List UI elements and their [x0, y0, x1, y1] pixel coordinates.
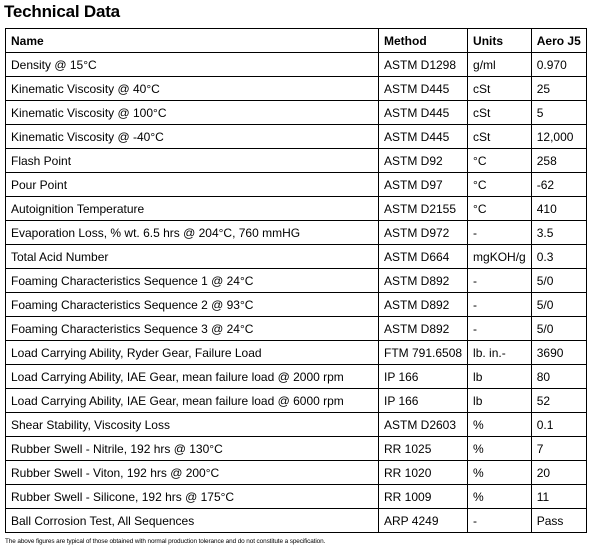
- cell-method: ASTM D445: [379, 125, 468, 149]
- cell-name: Load Carrying Ability, IAE Gear, mean failure load @ 2000 rpm: [6, 365, 379, 389]
- cell-name: Autoignition Temperature: [6, 197, 379, 221]
- cell-name: Rubber Swell - Silicone, 192 hrs @ 175°C: [6, 485, 379, 509]
- cell-units: lb: [468, 365, 532, 389]
- cell-method: ARP 4249: [379, 509, 468, 533]
- cell-value: 3690: [531, 341, 586, 365]
- table-row: [6, 293, 587, 317]
- cell-value: 5/0: [531, 269, 586, 293]
- table-row: [6, 101, 587, 125]
- table-row: [6, 53, 587, 77]
- cell-units: -: [468, 221, 532, 245]
- table-row: [6, 365, 587, 389]
- cell-value: 80: [531, 365, 586, 389]
- table-row: [6, 437, 587, 461]
- table-body: [6, 53, 587, 533]
- cell-value: 0.970: [531, 53, 586, 77]
- cell-value: -62: [531, 173, 586, 197]
- cell-method: ASTM D445: [379, 77, 468, 101]
- header-units: Units: [468, 29, 532, 53]
- cell-units: cSt: [468, 125, 532, 149]
- cell-value: 0.3: [531, 245, 586, 269]
- header-name: Name: [6, 29, 379, 53]
- header-value: Aero J5: [531, 29, 586, 53]
- cell-units: %: [468, 413, 532, 437]
- cell-value: 258: [531, 149, 586, 173]
- cell-method: FTM 791.6508: [379, 341, 468, 365]
- technical-data-table: [5, 28, 587, 533]
- table-row: [6, 149, 587, 173]
- table-row: [6, 221, 587, 245]
- cell-name: Kinematic Viscosity @ -40°C: [6, 125, 379, 149]
- cell-name: Kinematic Viscosity @ 100°C: [6, 101, 379, 125]
- cell-units: cSt: [468, 101, 532, 125]
- table-row: [6, 245, 587, 269]
- table-row: [6, 413, 587, 437]
- cell-name: Rubber Swell - Nitrile, 192 hrs @ 130°C: [6, 437, 379, 461]
- table-row: [6, 197, 587, 221]
- cell-units: °C: [468, 149, 532, 173]
- table-row: [6, 77, 587, 101]
- cell-units: mgKOH/g: [468, 245, 532, 269]
- cell-name: Foaming Characteristics Sequence 3 @ 24°C: [6, 317, 379, 341]
- cell-units: %: [468, 437, 532, 461]
- cell-value: 7: [531, 437, 586, 461]
- cell-units: °C: [468, 197, 532, 221]
- table-row: [6, 485, 587, 509]
- table-row: [6, 173, 587, 197]
- cell-value: 52: [531, 389, 586, 413]
- cell-name: Load Carrying Ability, IAE Gear, mean failure load @ 6000 rpm: [6, 389, 379, 413]
- table-row: [6, 389, 587, 413]
- cell-name: Shear Stability, Viscosity Loss: [6, 413, 379, 437]
- cell-value: 0.1: [531, 413, 586, 437]
- cell-units: -: [468, 269, 532, 293]
- cell-value: 20: [531, 461, 586, 485]
- cell-units: %: [468, 485, 532, 509]
- cell-units: -: [468, 317, 532, 341]
- cell-method: IP 166: [379, 389, 468, 413]
- cell-value: 410: [531, 197, 586, 221]
- cell-name: Rubber Swell - Viton, 192 hrs @ 200°C: [6, 461, 379, 485]
- cell-name: Load Carrying Ability, Ryder Gear, Failure Load: [6, 341, 379, 365]
- cell-name: Foaming Characteristics Sequence 1 @ 24°C: [6, 269, 379, 293]
- cell-method: ASTM D1298: [379, 53, 468, 77]
- cell-name: Pour Point: [6, 173, 379, 197]
- table-row: [6, 125, 587, 149]
- table-row: [6, 509, 587, 533]
- cell-method: ASTM D892: [379, 293, 468, 317]
- cell-name: Flash Point: [6, 149, 379, 173]
- cell-units: °C: [468, 173, 532, 197]
- table-row: [6, 317, 587, 341]
- cell-name: Kinematic Viscosity @ 40°C: [6, 77, 379, 101]
- cell-method: RR 1020: [379, 461, 468, 485]
- cell-value: 25: [531, 77, 586, 101]
- cell-method: ASTM D97: [379, 173, 468, 197]
- cell-value: 3.5: [531, 221, 586, 245]
- cell-name: Ball Corrosion Test, All Sequences: [6, 509, 379, 533]
- cell-method: ASTM D892: [379, 317, 468, 341]
- footnote: The above figures are typical of those obtained with normal production tolerance and do not constitute a specification.: [5, 538, 326, 545]
- cell-value: 5/0: [531, 317, 586, 341]
- cell-method: ASTM D2603: [379, 413, 468, 437]
- cell-units: -: [468, 509, 532, 533]
- cell-method: ASTM D972: [379, 221, 468, 245]
- cell-name: Foaming Characteristics Sequence 2 @ 93°C: [6, 293, 379, 317]
- cell-value: Pass: [531, 509, 586, 533]
- cell-method: ASTM D892: [379, 269, 468, 293]
- cell-method: RR 1009: [379, 485, 468, 509]
- cell-value: 5/0: [531, 293, 586, 317]
- cell-method: IP 166: [379, 365, 468, 389]
- header-method: Method: [379, 29, 468, 53]
- cell-name: Total Acid Number: [6, 245, 379, 269]
- cell-value: 11: [531, 485, 586, 509]
- cell-units: cSt: [468, 77, 532, 101]
- cell-units: g/ml: [468, 53, 532, 77]
- cell-method: ASTM D2155: [379, 197, 468, 221]
- cell-method: ASTM D92: [379, 149, 468, 173]
- table-row: [6, 461, 587, 485]
- cell-name: Density @ 15°C: [6, 53, 379, 77]
- table-row: [6, 269, 587, 293]
- cell-units: lb: [468, 389, 532, 413]
- cell-method: RR 1025: [379, 437, 468, 461]
- cell-units: -: [468, 293, 532, 317]
- cell-units: %: [468, 461, 532, 485]
- cell-method: ASTM D664: [379, 245, 468, 269]
- table-row: [6, 341, 587, 365]
- cell-name: Evaporation Loss, % wt. 6.5 hrs @ 204°C, 760 mmHG: [6, 221, 379, 245]
- cell-value: 12,000: [531, 125, 586, 149]
- cell-value: 5: [531, 101, 586, 125]
- cell-method: ASTM D445: [379, 101, 468, 125]
- page-title: Technical Data: [4, 2, 120, 21]
- cell-units: lb. in.-: [468, 341, 532, 365]
- header-row: [6, 29, 587, 53]
